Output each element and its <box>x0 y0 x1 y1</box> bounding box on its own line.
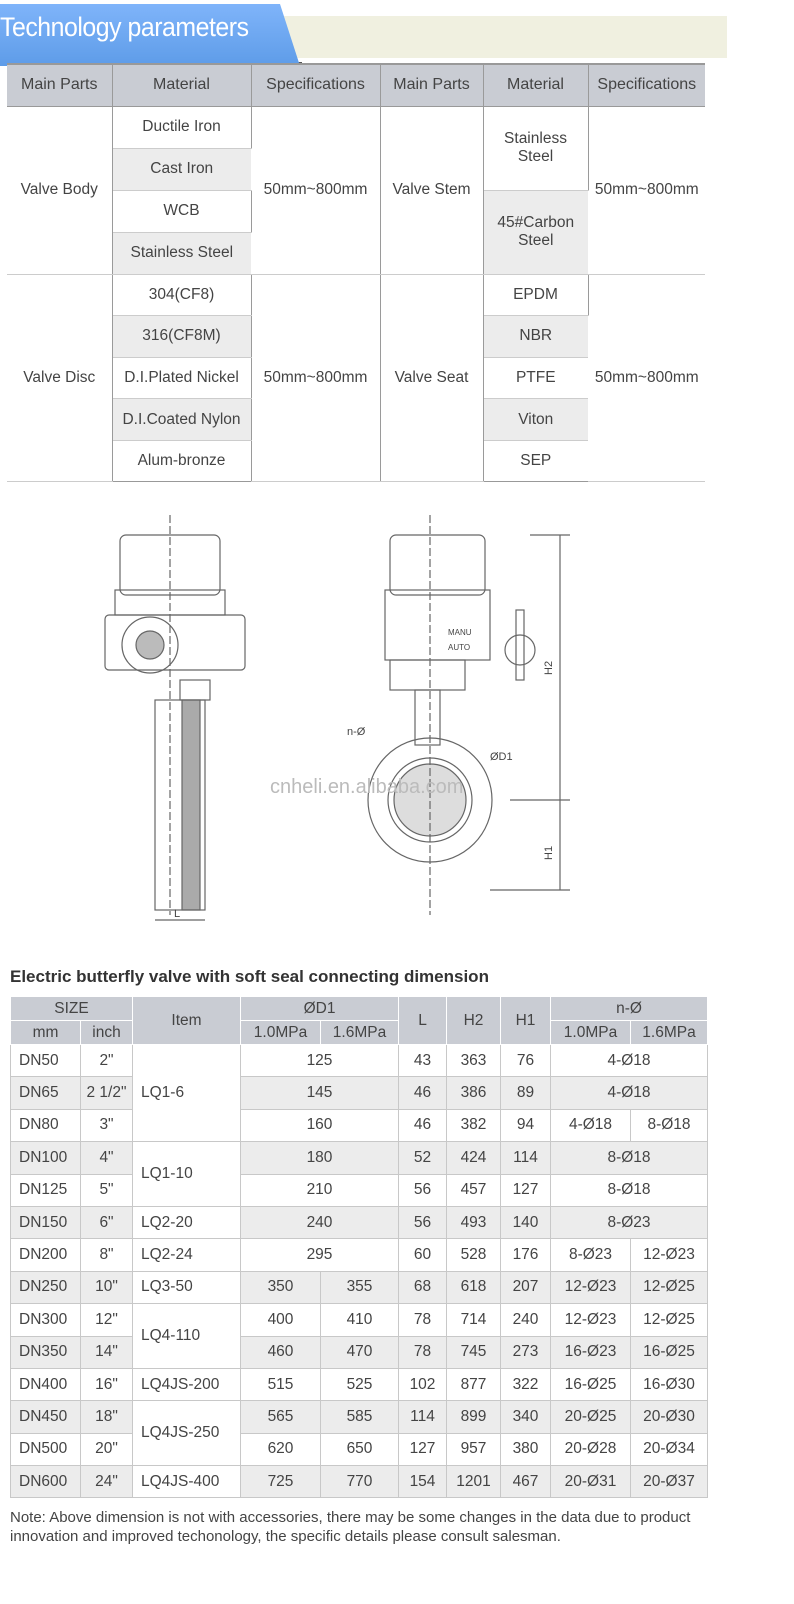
material-cell: Cast Iron <box>112 148 251 190</box>
n-cell: 16-Ø23 <box>551 1336 631 1368</box>
n-cell: 12-Ø25 <box>631 1271 708 1303</box>
n-cell: 20-Ø28 <box>551 1433 631 1465</box>
d1-cell: 180 <box>241 1142 399 1174</box>
part-cell: Valve Stem <box>380 106 483 274</box>
watermark: cnheli.en.alibaba.com <box>270 776 464 798</box>
col-header: Specifications <box>251 64 380 106</box>
material-cell: 316(CF8M) <box>112 316 251 358</box>
d1-cell: 565 <box>241 1401 321 1433</box>
n-cell: 12-Ø23 <box>631 1239 708 1271</box>
material-cell: WCB <box>112 190 251 232</box>
item-cell: LQ4JS-250 <box>133 1401 241 1466</box>
table-row <box>11 1368 708 1400</box>
part-cell: Valve Disc <box>7 274 112 482</box>
d1-cell: 515 <box>241 1368 321 1400</box>
material-cell: Ductile Iron <box>112 106 251 148</box>
d1-cell: 210 <box>241 1174 399 1206</box>
inch-cell: 20" <box>81 1433 133 1465</box>
col-header: Material <box>112 64 251 106</box>
inch-cell: 12" <box>81 1304 133 1336</box>
mm-cell: DN100 <box>11 1142 81 1174</box>
col-header-p2: 1.6MPa <box>321 1021 399 1045</box>
material-cell: EPDM <box>483 274 588 316</box>
spec-cell: 50mm~800mm <box>588 106 705 274</box>
material-cell: PTFE <box>483 357 588 399</box>
h1-cell: 94 <box>501 1109 551 1141</box>
table-row <box>11 1304 708 1336</box>
d1-cell: 410 <box>321 1304 399 1336</box>
d1-cell: 400 <box>241 1304 321 1336</box>
d1-cell: 620 <box>241 1433 321 1465</box>
table-row <box>11 1239 708 1271</box>
l-cell: 52 <box>399 1142 447 1174</box>
inch-cell: 2 1/2" <box>81 1077 133 1109</box>
d1-cell: 240 <box>241 1206 399 1238</box>
item-cell: LQ4JS-400 <box>133 1466 241 1498</box>
col-header-d1: ØD1 <box>241 997 399 1021</box>
item-cell: LQ1-6 <box>133 1045 241 1142</box>
inch-cell: 2" <box>81 1045 133 1077</box>
auto-label: AUTO <box>448 643 471 652</box>
item-cell: LQ4JS-200 <box>133 1368 241 1400</box>
valve-drawing <box>90 515 610 925</box>
n-cell: 8-Ø23 <box>551 1239 631 1271</box>
material-cell: 45#Carbon Steel <box>483 190 588 274</box>
table-row <box>11 1045 708 1077</box>
dimension-table <box>10 996 708 1498</box>
inch-cell: 24" <box>81 1466 133 1498</box>
mm-cell: DN200 <box>11 1239 81 1271</box>
mm-cell: DN400 <box>11 1368 81 1400</box>
material-cell: 304(CF8) <box>112 274 251 316</box>
n-cell: 8-Ø18 <box>631 1109 708 1141</box>
table-row <box>11 1336 708 1368</box>
mm-cell: DN450 <box>11 1401 81 1433</box>
mm-cell: DN50 <box>11 1045 81 1077</box>
d1-cell: 470 <box>321 1336 399 1368</box>
d1-cell: 355 <box>321 1271 399 1303</box>
h1-cell: 380 <box>501 1433 551 1465</box>
n-cell: 16-Ø25 <box>551 1368 631 1400</box>
mm-cell: DN80 <box>11 1109 81 1141</box>
n-cell: 16-Ø30 <box>631 1368 708 1400</box>
parameters-table <box>7 63 705 482</box>
col-header: Main Parts <box>380 64 483 106</box>
table-row <box>11 1142 708 1174</box>
table-header-row <box>7 64 705 106</box>
inch-cell: 18" <box>81 1401 133 1433</box>
material-cell: Stainless Steel <box>483 106 588 190</box>
h2-cell: 957 <box>447 1433 501 1465</box>
n-cell: 4-Ø18 <box>551 1045 708 1077</box>
col-header-l: L <box>399 997 447 1045</box>
n-cell: 16-Ø25 <box>631 1336 708 1368</box>
table-row <box>7 106 705 148</box>
l-cell: 114 <box>399 1401 447 1433</box>
h1-cell: 340 <box>501 1401 551 1433</box>
table-header-row <box>11 997 708 1021</box>
material-cell: NBR <box>483 316 588 358</box>
page-title: Technology parameters <box>0 12 249 42</box>
h2-cell: 714 <box>447 1304 501 1336</box>
material-cell: D.I.Coated Nylon <box>112 399 251 441</box>
h2-cell: 745 <box>447 1336 501 1368</box>
col-header-size: SIZE <box>11 997 133 1021</box>
h2-cell: 382 <box>447 1109 501 1141</box>
inch-cell: 14" <box>81 1336 133 1368</box>
h1-label: H1 <box>543 845 555 860</box>
material-cell: Alum-bronze <box>112 440 251 482</box>
h1-cell: 240 <box>501 1304 551 1336</box>
h1-cell: 322 <box>501 1368 551 1400</box>
h2-cell: 363 <box>447 1045 501 1077</box>
inch-cell: 16" <box>81 1368 133 1400</box>
mm-cell: DN600 <box>11 1466 81 1498</box>
item-cell: LQ1-10 <box>133 1142 241 1207</box>
table-row <box>11 1077 708 1109</box>
table-row <box>11 1433 708 1465</box>
inch-cell: 5" <box>81 1174 133 1206</box>
col-header-n: n-Ø <box>551 997 708 1021</box>
l-label: L <box>174 908 181 920</box>
table-header-row <box>11 1021 708 1045</box>
col-header: Specifications <box>588 64 705 106</box>
manu-label: MANU <box>448 628 472 637</box>
h1-cell: 127 <box>501 1174 551 1206</box>
l-cell: 78 <box>399 1336 447 1368</box>
table-row <box>11 1109 708 1141</box>
col-header: Material <box>483 64 588 106</box>
material-cell: Viton <box>483 399 588 441</box>
dimension-title: Electric butterfly valve with soft seal connecting dimension <box>10 967 489 986</box>
h2-cell: 1201 <box>447 1466 501 1498</box>
h2-cell: 528 <box>447 1239 501 1271</box>
spec-cell: 50mm~800mm <box>588 274 705 482</box>
d1-cell: 585 <box>321 1401 399 1433</box>
col-header-h1: H1 <box>501 997 551 1045</box>
table-row <box>7 274 705 316</box>
material-cell: D.I.Plated Nickel <box>112 357 251 399</box>
h2-cell: 493 <box>447 1206 501 1238</box>
h1-cell: 273 <box>501 1336 551 1368</box>
col-header-h2: H2 <box>447 997 501 1045</box>
l-cell: 56 <box>399 1174 447 1206</box>
h2-cell: 424 <box>447 1142 501 1174</box>
mm-cell: DN65 <box>11 1077 81 1109</box>
col-header-item: Item <box>133 997 241 1045</box>
inch-cell: 3" <box>81 1109 133 1141</box>
mm-cell: DN250 <box>11 1271 81 1303</box>
item-cell: LQ2-24 <box>133 1239 241 1271</box>
d1-cell: 350 <box>241 1271 321 1303</box>
l-cell: 43 <box>399 1045 447 1077</box>
col-header: Main Parts <box>7 64 112 106</box>
banner-background <box>280 16 727 58</box>
d1-cell: 160 <box>241 1109 399 1141</box>
l-cell: 154 <box>399 1466 447 1498</box>
h2-cell: 386 <box>447 1077 501 1109</box>
n-cell: 4-Ø18 <box>551 1077 708 1109</box>
n-cell: 20-Ø25 <box>551 1401 631 1433</box>
n-cell: 20-Ø30 <box>631 1401 708 1433</box>
d1-cell: 525 <box>321 1368 399 1400</box>
h2-cell: 618 <box>447 1271 501 1303</box>
col-header-p1: 1.0MPa <box>241 1021 321 1045</box>
mm-cell: DN350 <box>11 1336 81 1368</box>
d1-cell: 295 <box>241 1239 399 1271</box>
l-cell: 46 <box>399 1109 447 1141</box>
table-row <box>11 1401 708 1433</box>
h2-cell: 877 <box>447 1368 501 1400</box>
col-header-np2: 1.6MPa <box>631 1021 708 1045</box>
material-cell: Stainless Steel <box>112 232 251 274</box>
d1-cell: 460 <box>241 1336 321 1368</box>
n-cell: 20-Ø34 <box>631 1433 708 1465</box>
spec-cell: 50mm~800mm <box>251 106 380 274</box>
n-cell: 8-Ø18 <box>551 1142 708 1174</box>
mm-cell: DN300 <box>11 1304 81 1336</box>
h1-cell: 140 <box>501 1206 551 1238</box>
mm-cell: DN125 <box>11 1174 81 1206</box>
n-cell: 12-Ø25 <box>631 1304 708 1336</box>
mm-cell: DN500 <box>11 1433 81 1465</box>
n-cell: 8-Ø23 <box>551 1206 708 1238</box>
d1-cell: 725 <box>241 1466 321 1498</box>
h1-cell: 114 <box>501 1142 551 1174</box>
part-cell: Valve Seat <box>380 274 483 482</box>
l-cell: 102 <box>399 1368 447 1400</box>
h2-label: H2 <box>543 660 555 675</box>
table-row <box>11 1271 708 1303</box>
mm-cell: DN150 <box>11 1206 81 1238</box>
item-cell: LQ4-110 <box>133 1304 241 1369</box>
l-cell: 127 <box>399 1433 447 1465</box>
part-cell: Valve Body <box>7 106 112 274</box>
col-header-inch: inch <box>81 1021 133 1045</box>
d1-cell: 125 <box>241 1045 399 1077</box>
d1-label: ØD1 <box>490 751 513 763</box>
inch-cell: 4" <box>81 1142 133 1174</box>
table-row <box>11 1466 708 1498</box>
h1-cell: 176 <box>501 1239 551 1271</box>
d1-cell: 145 <box>241 1077 399 1109</box>
col-header-np1: 1.0MPa <box>551 1021 631 1045</box>
material-cell: SEP <box>483 440 588 482</box>
n-cell: 20-Ø31 <box>551 1466 631 1498</box>
table-row <box>11 1206 708 1238</box>
inch-cell: 8" <box>81 1239 133 1271</box>
n-cell: 20-Ø37 <box>631 1466 708 1498</box>
l-cell: 68 <box>399 1271 447 1303</box>
n-cell: 4-Ø18 <box>551 1109 631 1141</box>
d1-cell: 770 <box>321 1466 399 1498</box>
l-cell: 56 <box>399 1206 447 1238</box>
h1-cell: 467 <box>501 1466 551 1498</box>
col-header-mm: mm <box>11 1021 81 1045</box>
h1-cell: 207 <box>501 1271 551 1303</box>
inch-cell: 6" <box>81 1206 133 1238</box>
front-view <box>368 515 570 915</box>
table-row <box>11 1174 708 1206</box>
l-cell: 46 <box>399 1077 447 1109</box>
n-phi-label: n-Ø <box>347 726 366 738</box>
d1-cell: 650 <box>321 1433 399 1465</box>
side-view <box>105 515 245 920</box>
l-cell: 60 <box>399 1239 447 1271</box>
item-cell: LQ3-50 <box>133 1271 241 1303</box>
h1-cell: 76 <box>501 1045 551 1077</box>
inch-cell: 10" <box>81 1271 133 1303</box>
n-cell: 12-Ø23 <box>551 1304 631 1336</box>
n-cell: 12-Ø23 <box>551 1271 631 1303</box>
note-text: Note: Above dimension is not with accessories, there may be some changes in the data due to product innovation and improved techonology, the specific details please consult salesman. <box>10 1509 691 1545</box>
item-cell: LQ2-20 <box>133 1206 241 1238</box>
h1-cell: 89 <box>501 1077 551 1109</box>
h2-cell: 899 <box>447 1401 501 1433</box>
spec-cell: 50mm~800mm <box>251 274 380 482</box>
n-cell: 8-Ø18 <box>551 1174 708 1206</box>
h2-cell: 457 <box>447 1174 501 1206</box>
l-cell: 78 <box>399 1304 447 1336</box>
